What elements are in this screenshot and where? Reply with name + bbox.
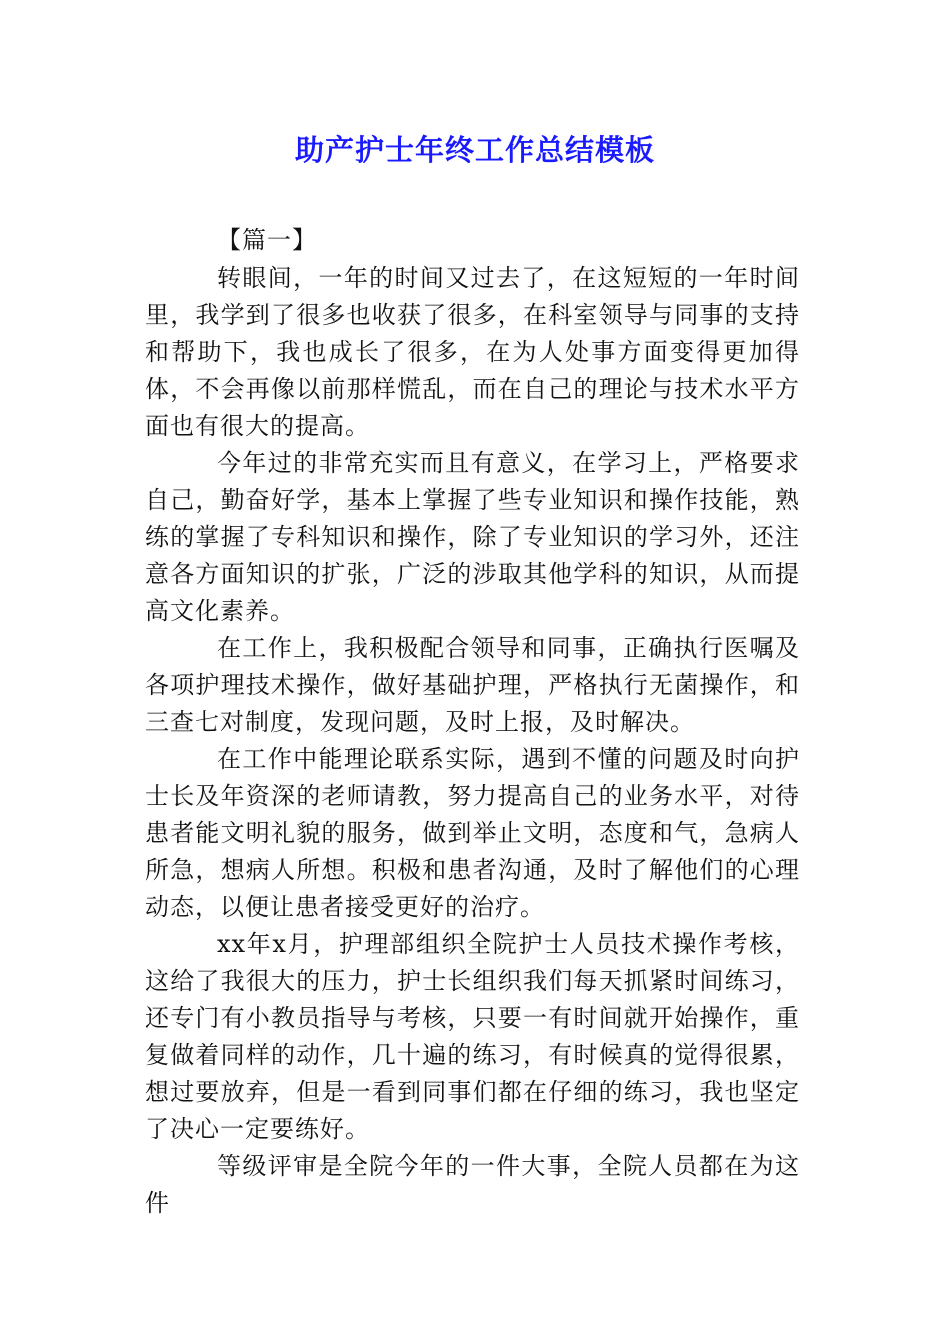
paragraph-6: 等级评审是全院今年的一件大事，全院人员都在为这件 xyxy=(145,1152,800,1217)
paragraph-4: 在工作中能理论联系实际，遇到不懂的问题及时向护士长及年资深的老师请教，努力提高自己的业务水平，对待患者能文明礼貌的服务，做到举止文明，态度和气，急病人所急，想病人所想。积极和患者沟通，及时了解他们的心理动态，以便让患者接受更好的治疗。 xyxy=(145,745,800,921)
document-body xyxy=(145,222,800,1222)
paragraph-2: 今年过的非常充实而且有意义，在学习上，严格要求自己，勤奋好学，基本上掌握了些专业知识和操作技能，熟练的掌握了专科知识和操作，除了专业知识的学习外，还注意各方面知识的扩张，广泛的涉取其他学科的知识，从而提高文化素养。 xyxy=(145,449,800,625)
section-label: 【篇一】 xyxy=(217,226,317,254)
document-title: 助产护士年终工作总结模板 xyxy=(294,133,655,167)
paragraph-5: xx年x月，护理部组织全院护士人员技术操作考核，这给了我很大的压力，护士长组织我们每天抓紧时间练习，还专门有小教员指导与考核，只要一有时间就开始操作，重复做着同样的动作，几十遍的练习，有时候真的觉得很累，想过要放弃，但是一看到同事们都在仔细的练习，我也坚定了决心一定要练好。 xyxy=(145,930,800,1143)
paragraph-1: 转眼间，一年的时间又过去了，在这短短的一年时间里，我学到了很多也收获了很多，在科室领导与同事的支持和帮助下，我也成长了很多，在为人处事方面变得更加得体，不会再像以前那样慌乱，而在自己的理论与技术水平方面也有很大的提高。 xyxy=(145,264,800,440)
paragraph-3: 在工作上，我积极配合领导和同事，正确执行医嘱及各项护理技术操作，做好基础护理，严格执行无菌操作，和三查七对制度，发现问题，及时上报，及时解决。 xyxy=(145,634,800,736)
